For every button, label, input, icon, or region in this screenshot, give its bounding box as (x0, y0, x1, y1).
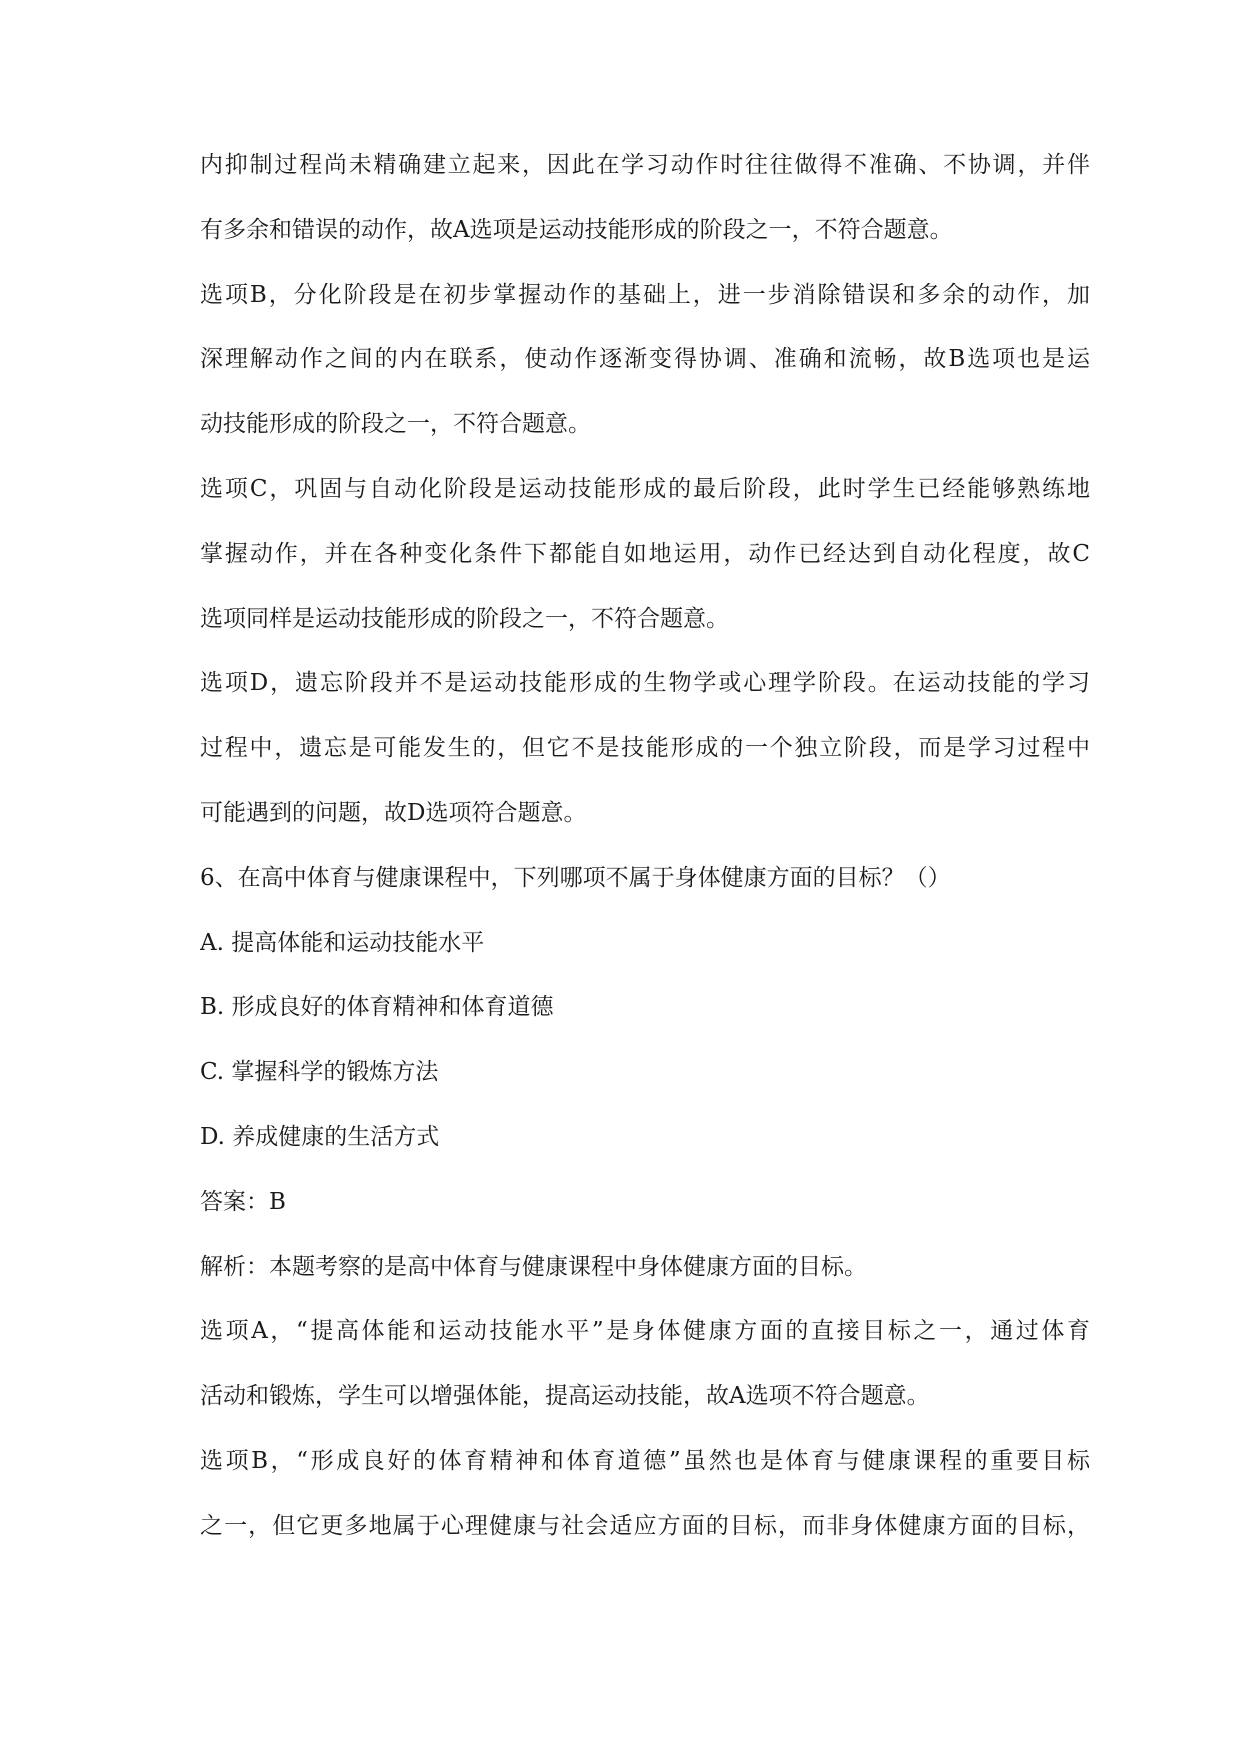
text-line: 深理解动作之间的内在联系，使动作逐渐变得协调、准确和流畅，故B选项也是运 (200, 346, 1090, 373)
text-line: 解析：本题考察的是高中体育与健康课程中身体健康方面的目标。 (200, 1253, 867, 1280)
text-line: 选项A，“提高体能和运动技能水平”是身体健康方面的直接目标之一，通过体育 (200, 1318, 1090, 1345)
text-line: 选项B，“形成良好的体育精神和体育道德”虽然也是体育与健康课程的重要目标 (200, 1447, 1090, 1474)
text-line: 选项C，巩固与自动化阶段是运动技能形成的最后阶段，此时学生已经能够熟练地 (200, 475, 1090, 502)
text-line: 过程中，遗忘是可能发生的，但它不是技能形成的一个独立阶段，而是学习过程中 (200, 735, 1090, 762)
text-line: 答案：B (200, 1188, 286, 1215)
text-line: 内抑制过程尚未精确建立起来，因此在学习动作时往往做得不准确、不协调，并伴 (200, 152, 1090, 178)
text-line: C. 掌握科学的锻炼方法 (200, 1059, 439, 1086)
text-line: 选项D，遗忘阶段并不是运动技能形成的生物学或心理学阶段。在运动技能的学习 (200, 670, 1090, 697)
text-line: D. 养成健康的生活方式 (200, 1123, 440, 1150)
text-line: 选项B，分化阶段是在初步掌握动作的基础上，进一步消除错误和多余的动作，加 (200, 281, 1090, 308)
text-line: B. 形成良好的体育精神和体育道德 (200, 994, 554, 1021)
text-line: 掌握动作，并在各种变化条件下都能自如地运用，动作已经达到自动化程度，故C (200, 540, 1090, 567)
document-body (200, 145, 1090, 1571)
text-line: 可能遇到的问题，故D选项符合题意。 (200, 799, 587, 826)
text-line: 活动和锻炼，学生可以增强体能，提高运动技能，故A选项不符合题意。 (200, 1383, 930, 1410)
text-line: 6、在高中体育与健康课程中，下列哪项不属于身体健康方面的目标？（） (200, 864, 951, 891)
text-line: 动技能形成的阶段之一，不符合题意。 (200, 411, 591, 438)
text-line: 有多余和错误的动作，故A选项是运动技能形成的阶段之一，不符合题意。 (200, 216, 953, 243)
text-line: A. 提高体能和运动技能水平 (200, 929, 485, 956)
text-line: 之一，但它更多地属于心理健康与社会适应方面的目标，而非身体健康方面的目标， (200, 1512, 1090, 1539)
text-line: 选项同样是运动技能形成的阶段之一，不符合题意。 (200, 605, 729, 632)
